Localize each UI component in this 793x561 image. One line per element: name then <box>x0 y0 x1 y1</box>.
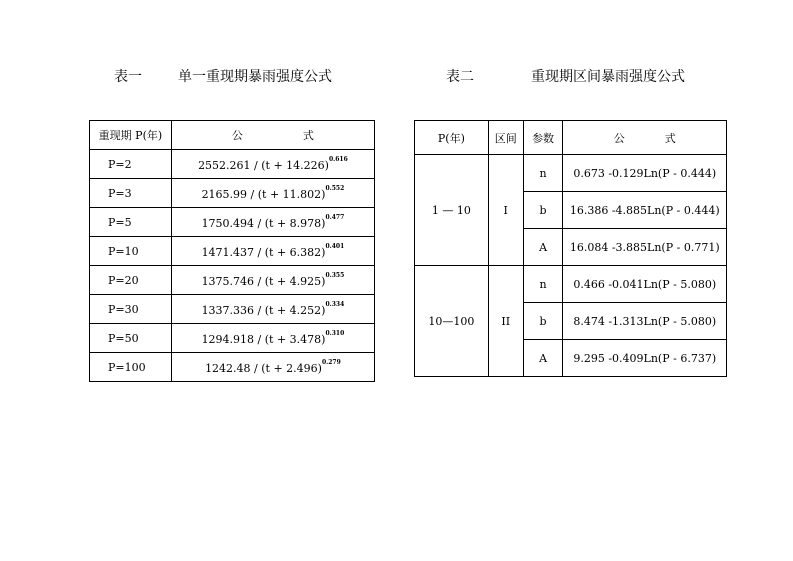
table2-caption-label: 表二 <box>446 69 474 85</box>
formula-cell <box>171 266 374 295</box>
parameter-cell: b <box>523 192 563 229</box>
range-cell: 1 — 10 <box>415 155 489 266</box>
table-row <box>90 237 375 266</box>
return-period-cell: P=3 <box>90 179 172 208</box>
header-formula-part-a: 公 <box>231 129 243 142</box>
formula-text: 2165.99 / (t + 11.802) <box>201 188 326 201</box>
return-period-cell: P=2 <box>90 150 172 179</box>
header-parameter: 参数 <box>523 121 563 155</box>
header-formula-part-b: 式 <box>664 131 676 145</box>
formula-exponent: 0.477 <box>325 214 345 221</box>
return-period-cell: P=20 <box>90 266 172 295</box>
formula-cell <box>171 150 374 179</box>
parameter-cell: A <box>523 229 563 266</box>
formula-cell: 9.295 -0.409Ln(P - 6.737) <box>563 340 727 377</box>
formula-text: 2552.261 / (t + 14.226) <box>198 159 329 172</box>
return-period-cell: P=50 <box>90 324 172 353</box>
header-formula <box>563 121 727 155</box>
interval-cell: II <box>488 266 523 377</box>
formula-exponent: 0.334 <box>325 301 345 308</box>
table-row <box>90 266 375 295</box>
table-row <box>415 266 727 303</box>
table-row <box>90 179 375 208</box>
table-row <box>90 324 375 353</box>
table-row <box>90 295 375 324</box>
formula-cell <box>171 324 374 353</box>
formula-cell: 0.673 -0.129Ln(P - 0.444) <box>563 155 727 192</box>
formula-cell <box>171 295 374 324</box>
formula-exponent: 0.616 <box>328 156 348 163</box>
table2-caption-title: 重现期区间暴雨强度公式 <box>531 69 685 85</box>
formula-cell: 8.474 -1.313Ln(P - 5.080) <box>563 303 727 340</box>
formula-exponent: 0.401 <box>325 243 345 250</box>
formula-text: 1294.918 / (t + 3.478) <box>201 333 326 346</box>
table-header-row <box>90 121 375 150</box>
formula-exponent: 0.552 <box>325 185 345 192</box>
header-formula-part-a: 公 <box>613 131 625 145</box>
formula-text: 1375.746 / (t + 4.925) <box>201 275 326 288</box>
table-row <box>90 353 375 382</box>
formula-cell <box>171 179 374 208</box>
formula-cell: 0.466 -0.041Ln(P - 5.080) <box>563 266 727 303</box>
return-period-cell: P=10 <box>90 237 172 266</box>
parameter-cell: n <box>523 266 563 303</box>
single-return-period-table <box>89 120 375 382</box>
header-formula-part-b: 式 <box>302 129 314 142</box>
formula-cell: 16.386 -4.885Ln(P - 0.444) <box>563 192 727 229</box>
range-cell: 10—100 <box>415 266 489 377</box>
return-period-cell: P=30 <box>90 295 172 324</box>
formula-text: 1337.336 / (t + 4.252) <box>201 304 326 317</box>
return-period-cell: P=100 <box>90 353 172 382</box>
parameter-cell: b <box>523 303 563 340</box>
header-formula <box>171 121 374 150</box>
formula-exponent: 0.310 <box>325 330 345 337</box>
header-return-period: P(年) <box>415 121 489 155</box>
formula-cell <box>171 237 374 266</box>
formula-cell <box>171 353 374 382</box>
formula-text: 1242.48 / (t + 2.496) <box>205 362 322 375</box>
parameter-cell: A <box>523 340 563 377</box>
formula-cell <box>171 208 374 237</box>
table-row <box>90 150 375 179</box>
interval-return-period-table <box>414 120 727 377</box>
formula-cell: 16.084 -3.885Ln(P - 0.771) <box>563 229 727 266</box>
header-return-period: 重现期 P(年) <box>90 121 172 150</box>
return-period-cell: P=5 <box>90 208 172 237</box>
formula-exponent: 0.355 <box>325 272 345 279</box>
header-interval: 区间 <box>488 121 523 155</box>
table1-caption-title: 单一重现期暴雨强度公式 <box>178 69 332 85</box>
interval-cell: I <box>488 155 523 266</box>
formula-exponent: 0.279 <box>321 359 341 366</box>
table-row <box>90 208 375 237</box>
formula-text: 1750.494 / (t + 8.978) <box>201 217 326 230</box>
table1-caption-label: 表一 <box>114 69 142 85</box>
table-header-row <box>415 121 727 155</box>
table-row <box>415 155 727 192</box>
formula-text: 1471.437 / (t + 6.382) <box>201 246 326 259</box>
parameter-cell: n <box>523 155 563 192</box>
